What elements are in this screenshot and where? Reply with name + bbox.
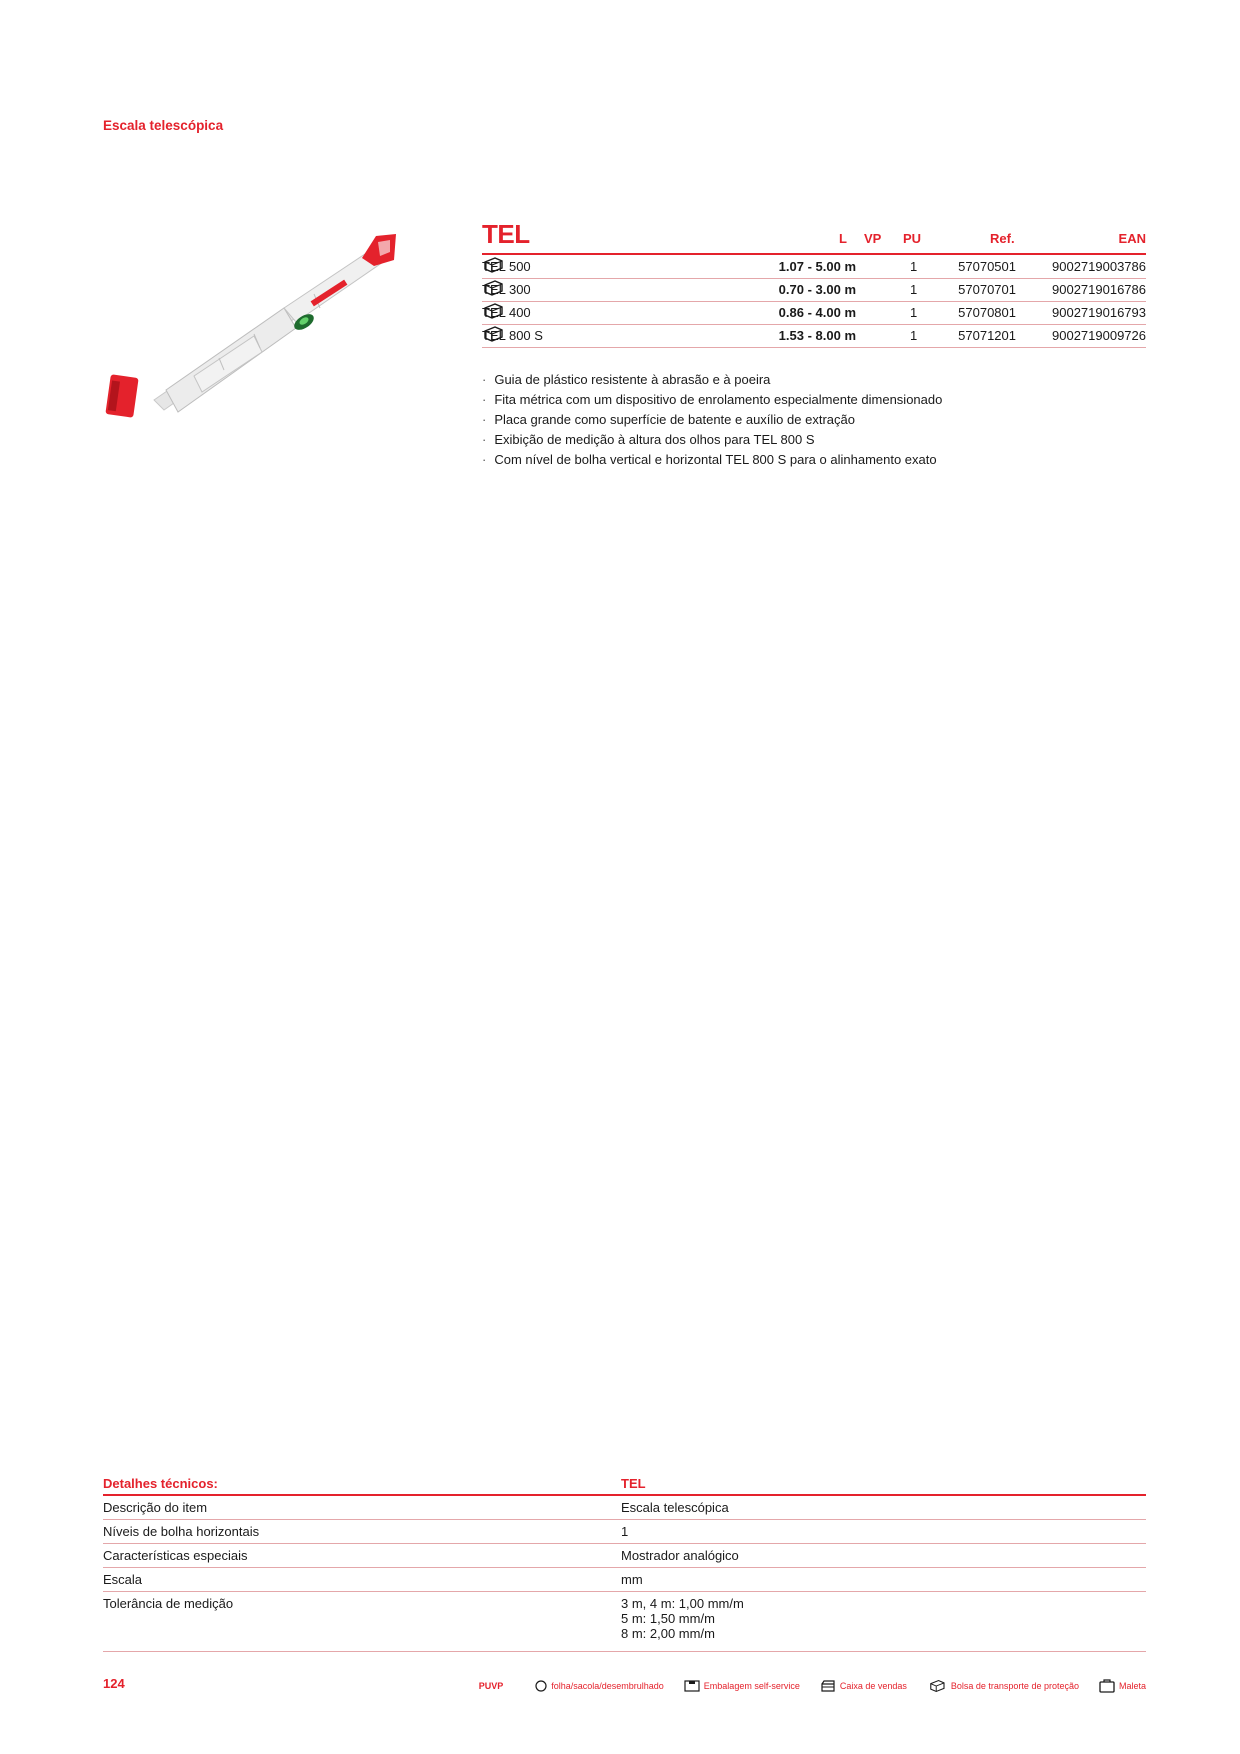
product-ean: 9002719016786 bbox=[1052, 282, 1146, 297]
tech-label: Tolerância de medição bbox=[103, 1596, 234, 1611]
packaging-legend bbox=[479, 1679, 1146, 1693]
col-pu: PU bbox=[903, 231, 922, 246]
feature-item: · Exibição de medição à altura dos olhos para TEL 800 S bbox=[482, 430, 942, 450]
product-name: TEL 500 bbox=[482, 259, 531, 274]
product-ref: 57070501 bbox=[958, 259, 1016, 274]
product-pu: 1 bbox=[910, 259, 918, 274]
box-icon bbox=[820, 1680, 836, 1692]
product-length: 1.53 - 8.00 m bbox=[778, 328, 856, 343]
tech-value: 3 m, 4 m: 1,00 mm/m 5 m: 1,50 mm/m 8 m: 2,00 mm/m bbox=[621, 1596, 744, 1641]
tech-label: Escala bbox=[103, 1572, 143, 1587]
product-table-header bbox=[482, 219, 1146, 255]
section-title: Escala telescópica bbox=[103, 118, 224, 133]
feature-item: · Guia de plástico resistente à abrasão e à poeira bbox=[482, 370, 942, 390]
tech-row bbox=[103, 1568, 1146, 1592]
product-row bbox=[482, 325, 1146, 348]
product-length: 0.70 - 3.00 m bbox=[778, 282, 856, 297]
tech-label: Níveis de bolha horizontais bbox=[103, 1524, 260, 1539]
product-length: 1.07 - 5.00 m bbox=[778, 259, 856, 274]
feature-item: · Com nível de bolha vertical e horizontal TEL 800 S para o alinhamento exato bbox=[482, 450, 942, 470]
tech-value: Escala telescópica bbox=[621, 1500, 729, 1515]
pvp-label: PUVP bbox=[478, 1681, 504, 1691]
page-number: 124 bbox=[103, 1676, 125, 1691]
tech-value: 1 bbox=[621, 1524, 629, 1539]
circle-icon bbox=[535, 1680, 547, 1692]
col-vp: VP bbox=[864, 231, 882, 246]
legend-item bbox=[684, 1680, 800, 1692]
col-ref: Ref. bbox=[990, 231, 1015, 246]
legend-label: Embalagem self-service bbox=[703, 1681, 800, 1691]
legend-item bbox=[1099, 1679, 1146, 1693]
product-ref: 57070801 bbox=[958, 305, 1016, 320]
tech-header bbox=[103, 1474, 1146, 1496]
product-pu: 1 bbox=[910, 305, 918, 320]
product-name: TEL 400 bbox=[482, 305, 531, 320]
tech-row bbox=[103, 1520, 1146, 1544]
legend-label: Maleta bbox=[1118, 1681, 1146, 1691]
col-length: L bbox=[839, 231, 847, 246]
product-title: TEL bbox=[482, 219, 530, 249]
tech-row bbox=[103, 1544, 1146, 1568]
page-footer bbox=[103, 1676, 1146, 1696]
tech-details-table bbox=[103, 1474, 1146, 1652]
product-ref: 57071201 bbox=[958, 328, 1016, 343]
legend-label: Bolsa de transporte de proteção bbox=[950, 1681, 1079, 1691]
product-row bbox=[482, 256, 1146, 279]
product-pu: 1 bbox=[910, 282, 918, 297]
legend-label: Caixa de vendas bbox=[839, 1681, 907, 1691]
tech-label: Características especiais bbox=[103, 1548, 248, 1563]
feature-list bbox=[482, 370, 942, 470]
product-row bbox=[482, 302, 1146, 325]
product-pu: 1 bbox=[910, 328, 918, 343]
feature-item: · Fita métrica com um dispositivo de enrolamento especialmente dimensionado bbox=[482, 390, 942, 410]
tech-row bbox=[103, 1496, 1146, 1520]
tech-header-label: Detalhes técnicos: bbox=[103, 1476, 218, 1491]
product-length: 0.86 - 4.00 m bbox=[778, 305, 856, 320]
legend-item bbox=[927, 1679, 1079, 1693]
tech-header-product: TEL bbox=[621, 1476, 646, 1491]
case-icon bbox=[1099, 1679, 1115, 1693]
feature-item: · Placa grande como superfície de batente e auxílio de extração bbox=[482, 410, 942, 430]
telescopic-rod bbox=[105, 234, 396, 418]
product-name: TEL 300 bbox=[482, 282, 531, 297]
legend-label: folha/sacola/desembrulhado bbox=[551, 1681, 664, 1691]
legend-item bbox=[535, 1680, 664, 1692]
selfservice-package-icon bbox=[684, 1680, 700, 1692]
product-ean: 9002719016793 bbox=[1052, 305, 1146, 320]
tech-row bbox=[103, 1592, 1146, 1652]
bag-icon bbox=[927, 1679, 947, 1693]
col-ean: EAN bbox=[1118, 231, 1146, 246]
product-row bbox=[482, 279, 1146, 302]
product-image bbox=[104, 230, 464, 470]
tech-value: mm bbox=[621, 1572, 643, 1587]
tech-label: Descrição do item bbox=[103, 1500, 208, 1515]
product-ean: 9002719003786 bbox=[1052, 259, 1146, 274]
product-ref: 57070701 bbox=[958, 282, 1016, 297]
tech-value: Mostrador analógico bbox=[621, 1548, 739, 1563]
product-ean: 9002719009726 bbox=[1052, 328, 1146, 343]
product-name: TEL 800 S bbox=[482, 328, 543, 343]
legend-item bbox=[820, 1680, 907, 1692]
